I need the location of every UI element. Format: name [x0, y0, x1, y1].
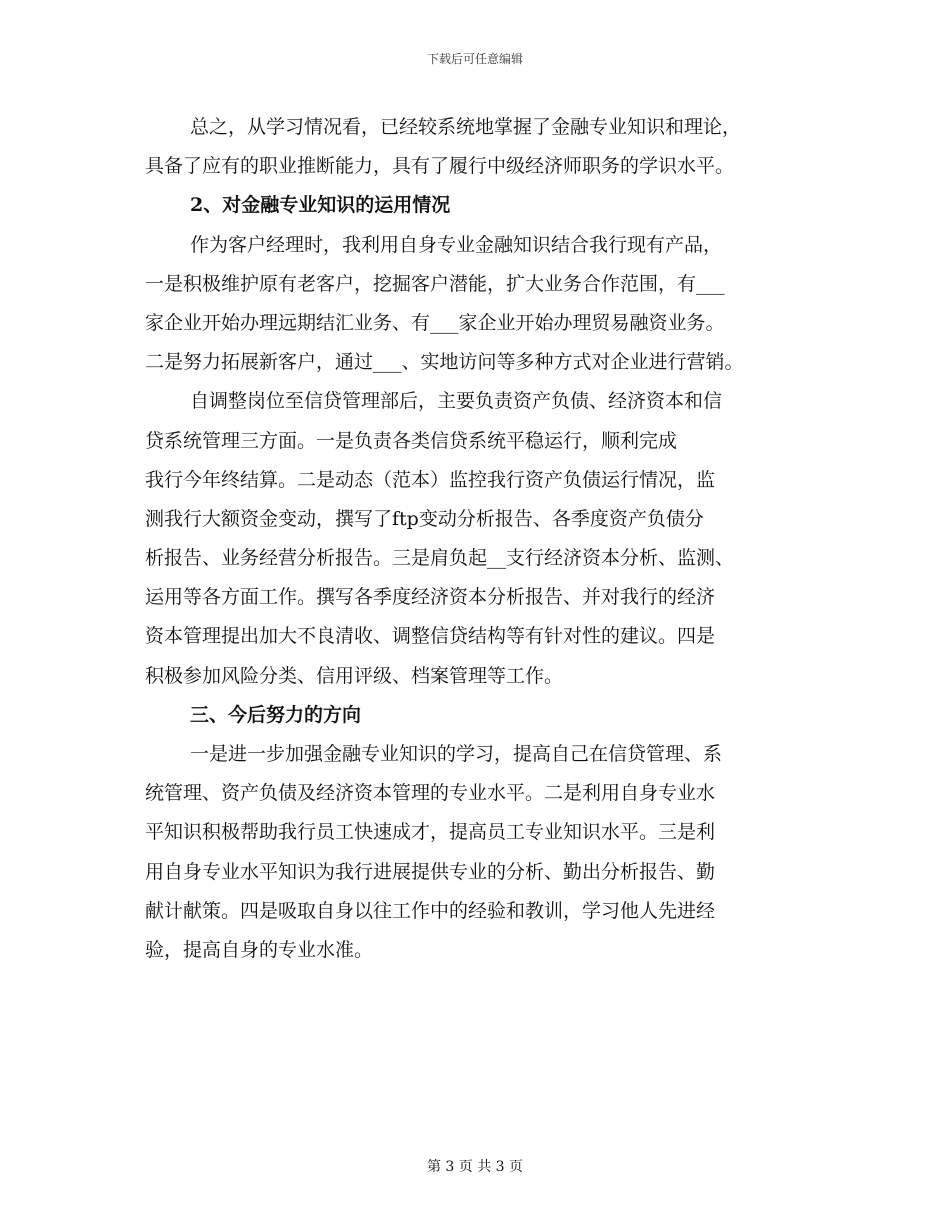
paragraph-line: 总之，从学习情况看，已经较系统地掌握了金融专业知识和理论，	[190, 116, 742, 138]
section-heading: 2、对金融专业知识的运用情况	[190, 194, 451, 217]
paragraph-line: 运用等各方面工作。撰写各季度经济资本分析报告、并对我行的经济	[145, 586, 716, 609]
page-header: 下载后可任意编辑	[426, 52, 523, 66]
paragraph-line: 资本管理提出加大不良清收、调整信贷结构等有针对性的建议。四是	[145, 625, 716, 648]
paragraph-line: 家企业开始办理远期结汇业务、有___家企业开始办理贸易融资业务。	[145, 311, 725, 334]
page-number: 第 3 页 共 3 页	[426, 1159, 524, 1175]
paragraph-line: 献计献策。四是吸取自身以往工作中的经验和教训，学习他人先进经	[145, 899, 716, 922]
paragraph-line: 一是积极维护原有老客户，挖掘客户潜能，扩大业务合作范围，有___	[145, 272, 725, 295]
section-heading: 三、今后努力的方向	[190, 703, 362, 726]
paragraph-line: 平知识积极帮助我行员工快速成才，提高员工专业知识水平。三是利	[145, 821, 716, 844]
paragraph-line: 验，提高自身的专业水准。	[145, 938, 374, 961]
paragraph-line: 一是进一步加强金融专业知识的学习，提高自己在信贷管理、系	[190, 743, 723, 765]
paragraph-line: 作为客户经理时，我利用自身专业金融知识结合我行现有产品，	[190, 233, 723, 256]
paragraph-line: 析报告、业务经营分析报告。三是肩负起__支行经济资本分析、监测、	[145, 547, 735, 570]
paragraph-line: 自调整岗位至信贷管理部后，主要负责资产负债、经济资本和信	[190, 390, 723, 413]
paragraph-line: 用自身专业水平知识为我行进展提供专业的分析、勤出分析报告、勤	[145, 860, 716, 883]
document-body	[145, 108, 810, 970]
paragraph-line: 具备了应有的职业推断能力，具有了履行中级经济师职务的学识水平。	[145, 155, 735, 178]
paragraph-line: 统管理、资产负债及经济资本管理的专业水平。二是利用自身专业水	[145, 782, 716, 805]
paragraph-line: 积极参加风险分类、信用评级、档案管理等工作。	[145, 664, 564, 687]
paragraph-line: 二是努力拓展新客户，通过___、实地访问等多种方式对企业进行营销。	[145, 351, 744, 374]
paragraph-line: 贷系统管理三方面。一是负责各类信贷系统平稳运行，顺利完成	[145, 429, 678, 452]
paragraph-line: 测我行大额资金变动，撰写了ftp变动分析报告、各季度资产负债分	[145, 507, 704, 530]
paragraph-line: 我行今年终结算。二是动态（范本）监控我行资产负债运行情况，监	[145, 468, 716, 491]
